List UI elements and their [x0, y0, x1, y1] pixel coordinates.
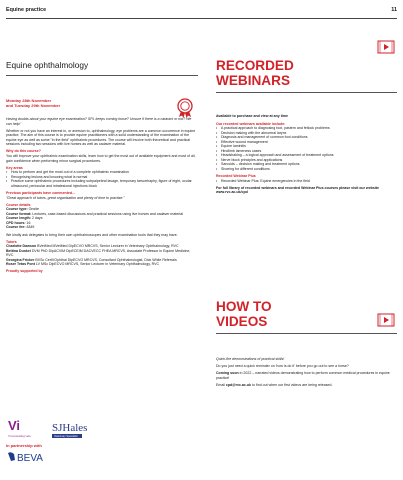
howto-divider: [216, 333, 397, 334]
course-dates: [6, 98, 156, 109]
sponsor-heading: Proudly supported by: [6, 269, 43, 274]
includes-heading: Our recorded webinars available include:: [216, 121, 286, 126]
quick-fire-text: Quick-fire demonstrations of practical skills!: [216, 357, 285, 361]
tutor-entry: Georgina Fricker BVSc CertVOphthal DipECVO MRCVS, Consultant Ophthalmologist, Dick White Referrals: [6, 257, 177, 262]
recorded-divider: [216, 92, 397, 93]
sjhales-logo: [51, 416, 89, 440]
available-text: Available to purchase and view at any time: [216, 114, 289, 118]
list-item: • Diagnosis and management of common foot conditions: [216, 135, 397, 140]
details-list: [6, 207, 198, 230]
sponsor-logos: [6, 416, 198, 442]
recorded-webinars-title: RECORDED WEBINARS: [216, 58, 294, 88]
list-item: • Practice some ophthalmic procedures including subpalpebral lavage, temporary tarsorrhaphy, figure of eight, ocular ultrasound, periocular and intralesional injections block: [6, 179, 198, 188]
date-line-2: and Tuesday 29th November: [6, 103, 61, 109]
header-divider: [6, 18, 397, 19]
page-number: 11: [391, 7, 397, 13]
page-header: [6, 7, 397, 16]
list-item: • Decision making with the abnormal larynx: [216, 131, 397, 136]
list-item: • Sarcoids – decision making and treatment options: [216, 162, 397, 167]
full-library-text: For full library of recorded webinars and recorded Webinar Plus courses please visit our website www.rvc.ac.uk/cpd: [216, 185, 379, 195]
svg-text:Veterinary Specialist: Veterinary Specialist: [54, 435, 78, 438]
partner-heading: In partnership with: [6, 443, 42, 448]
vi-logo: [6, 416, 46, 440]
recorded-webinars-content: [216, 114, 397, 195]
detail-row: Course type: Onsite: [6, 207, 39, 212]
list-item: • Shoeing for different conditions: [216, 167, 397, 172]
tutors-list: [6, 244, 198, 267]
svg-text:Vi: Vi: [8, 418, 21, 433]
play-film-icon: [377, 313, 395, 327]
list-item: • How to perform and get the most out of a complete ophthalmic examination: [6, 170, 198, 175]
detail-row: Course length: 2 days: [6, 216, 43, 221]
why-body: You will improve your ophthalmic examination skills, learn how to get the most out of available equipment and most of all, gain confidence when performing minor surgical procedures.: [6, 154, 196, 163]
webinar-topics: [216, 126, 397, 171]
key-areas-heading: Key areas: [6, 165, 23, 170]
title-divider: [6, 75, 198, 76]
date-line-1: Monday 28th November: [6, 98, 52, 103]
section-name: Equine practice: [6, 7, 47, 13]
tutor-entry: Bettina Dunkel DVM PhD DipACVIM DipECEIM DACVECC FHEA MRCVS, Associate Professor in Equine Medicine, RVC: [6, 248, 191, 258]
how-to-videos-content: [216, 357, 397, 390]
how-to-videos-title: HOW TO VIDEOS: [216, 299, 272, 329]
webinar-plus-heading: Recorded Webinar Plus: [216, 174, 256, 179]
course-description: [6, 117, 198, 274]
list-item: • Nerve block principles and applications: [216, 158, 397, 163]
intro-question: Having doubts about your equine eye examination? SPL keeps coming loose? Unsure if there is a cataract or not? We can help!: [6, 117, 192, 126]
film-icon: [377, 40, 395, 54]
details-heading: Course details: [6, 202, 31, 207]
email-link[interactable]: cpd@rvc.ac.uk: [225, 382, 252, 387]
course-title: Equine ophthalmology: [6, 60, 89, 70]
award-badge-icon: [174, 96, 196, 118]
list-item: • Recorded Webinar Plus: Equine emergencies in the field: [216, 179, 397, 184]
detail-row: Course format: Lectures, case-based discussions and practical sessions using live horses and cadaver material: [6, 211, 184, 216]
list-item: • Headshaking – a logical approach and assessment of treatment options: [216, 153, 397, 158]
list-item: • A practical approach to diagnosing foot, pastern and fetlock problems: [216, 126, 397, 131]
participant-quote: "Great approach of tutors, great organisation and plenty of time to practise.": [6, 195, 125, 200]
tutor-entry: Roser Tetas Pont LV MSc DipECVO MRCVS, Senior Lecturer in Veterinary Ophthalmology, RVC: [6, 262, 160, 267]
detail-row: Course fee: £849: [6, 225, 35, 230]
beva-logo: [6, 450, 56, 464]
intro-body: Whether or not you have an interest in, or aversion to, ophthalmology, eye problems are a common occurrence in equine practice. The aim of this course is to provide equine practitioners with a solid understanding of the examination of the equine eye as well as some "in the field" ophthalmic procedures. The course will involve both theoretical and practical sessions including two sessions with live horses as well as cadaver material.: [6, 128, 196, 147]
participants-heading: Previous participants have commented...: [6, 191, 75, 196]
coming-soon-text: Coming soon in 2022 – narrated videos demonstrating how to perform common medical procedures in equine practice!: [216, 371, 390, 380]
svg-text:SJHales: SJHales: [52, 422, 88, 434]
detail-row: CPD hours: 16: [6, 220, 31, 225]
delegates-note: We kindly ask delegates to bring their own ophthalmoscopes and other examination tools that they may have.: [6, 232, 178, 237]
tutor-entry: Charlotte Dawson BVetMed MVetMed DipECVO MRCVS, Senior Lecturer in Veterinary Ophthalmology, RVC: [6, 244, 179, 249]
list-item: • Effective wound management: [216, 140, 397, 145]
tutors-heading: Tutors: [6, 239, 17, 244]
email-text: Email cpd@rvc.ac.uk to find out when our first videos are being released.: [216, 382, 333, 387]
svg-text:BEVA: BEVA: [17, 453, 43, 464]
list-item: • Recognising lesions and knowing what is normal: [6, 175, 198, 180]
svg-text:Vi connecting vets: Vi connecting vets: [8, 434, 31, 438]
why-heading: Why do this course?: [6, 149, 41, 154]
quick-body: Do you just need a quick reminder on 'how is do it' before you go out to see a horse?: [216, 364, 349, 369]
list-item: • Hindlimb lameness cases: [216, 149, 397, 154]
list-item: • Equine laminitis: [216, 144, 397, 149]
webinar-plus-list: [216, 179, 397, 184]
key-areas-list: [6, 170, 198, 188]
